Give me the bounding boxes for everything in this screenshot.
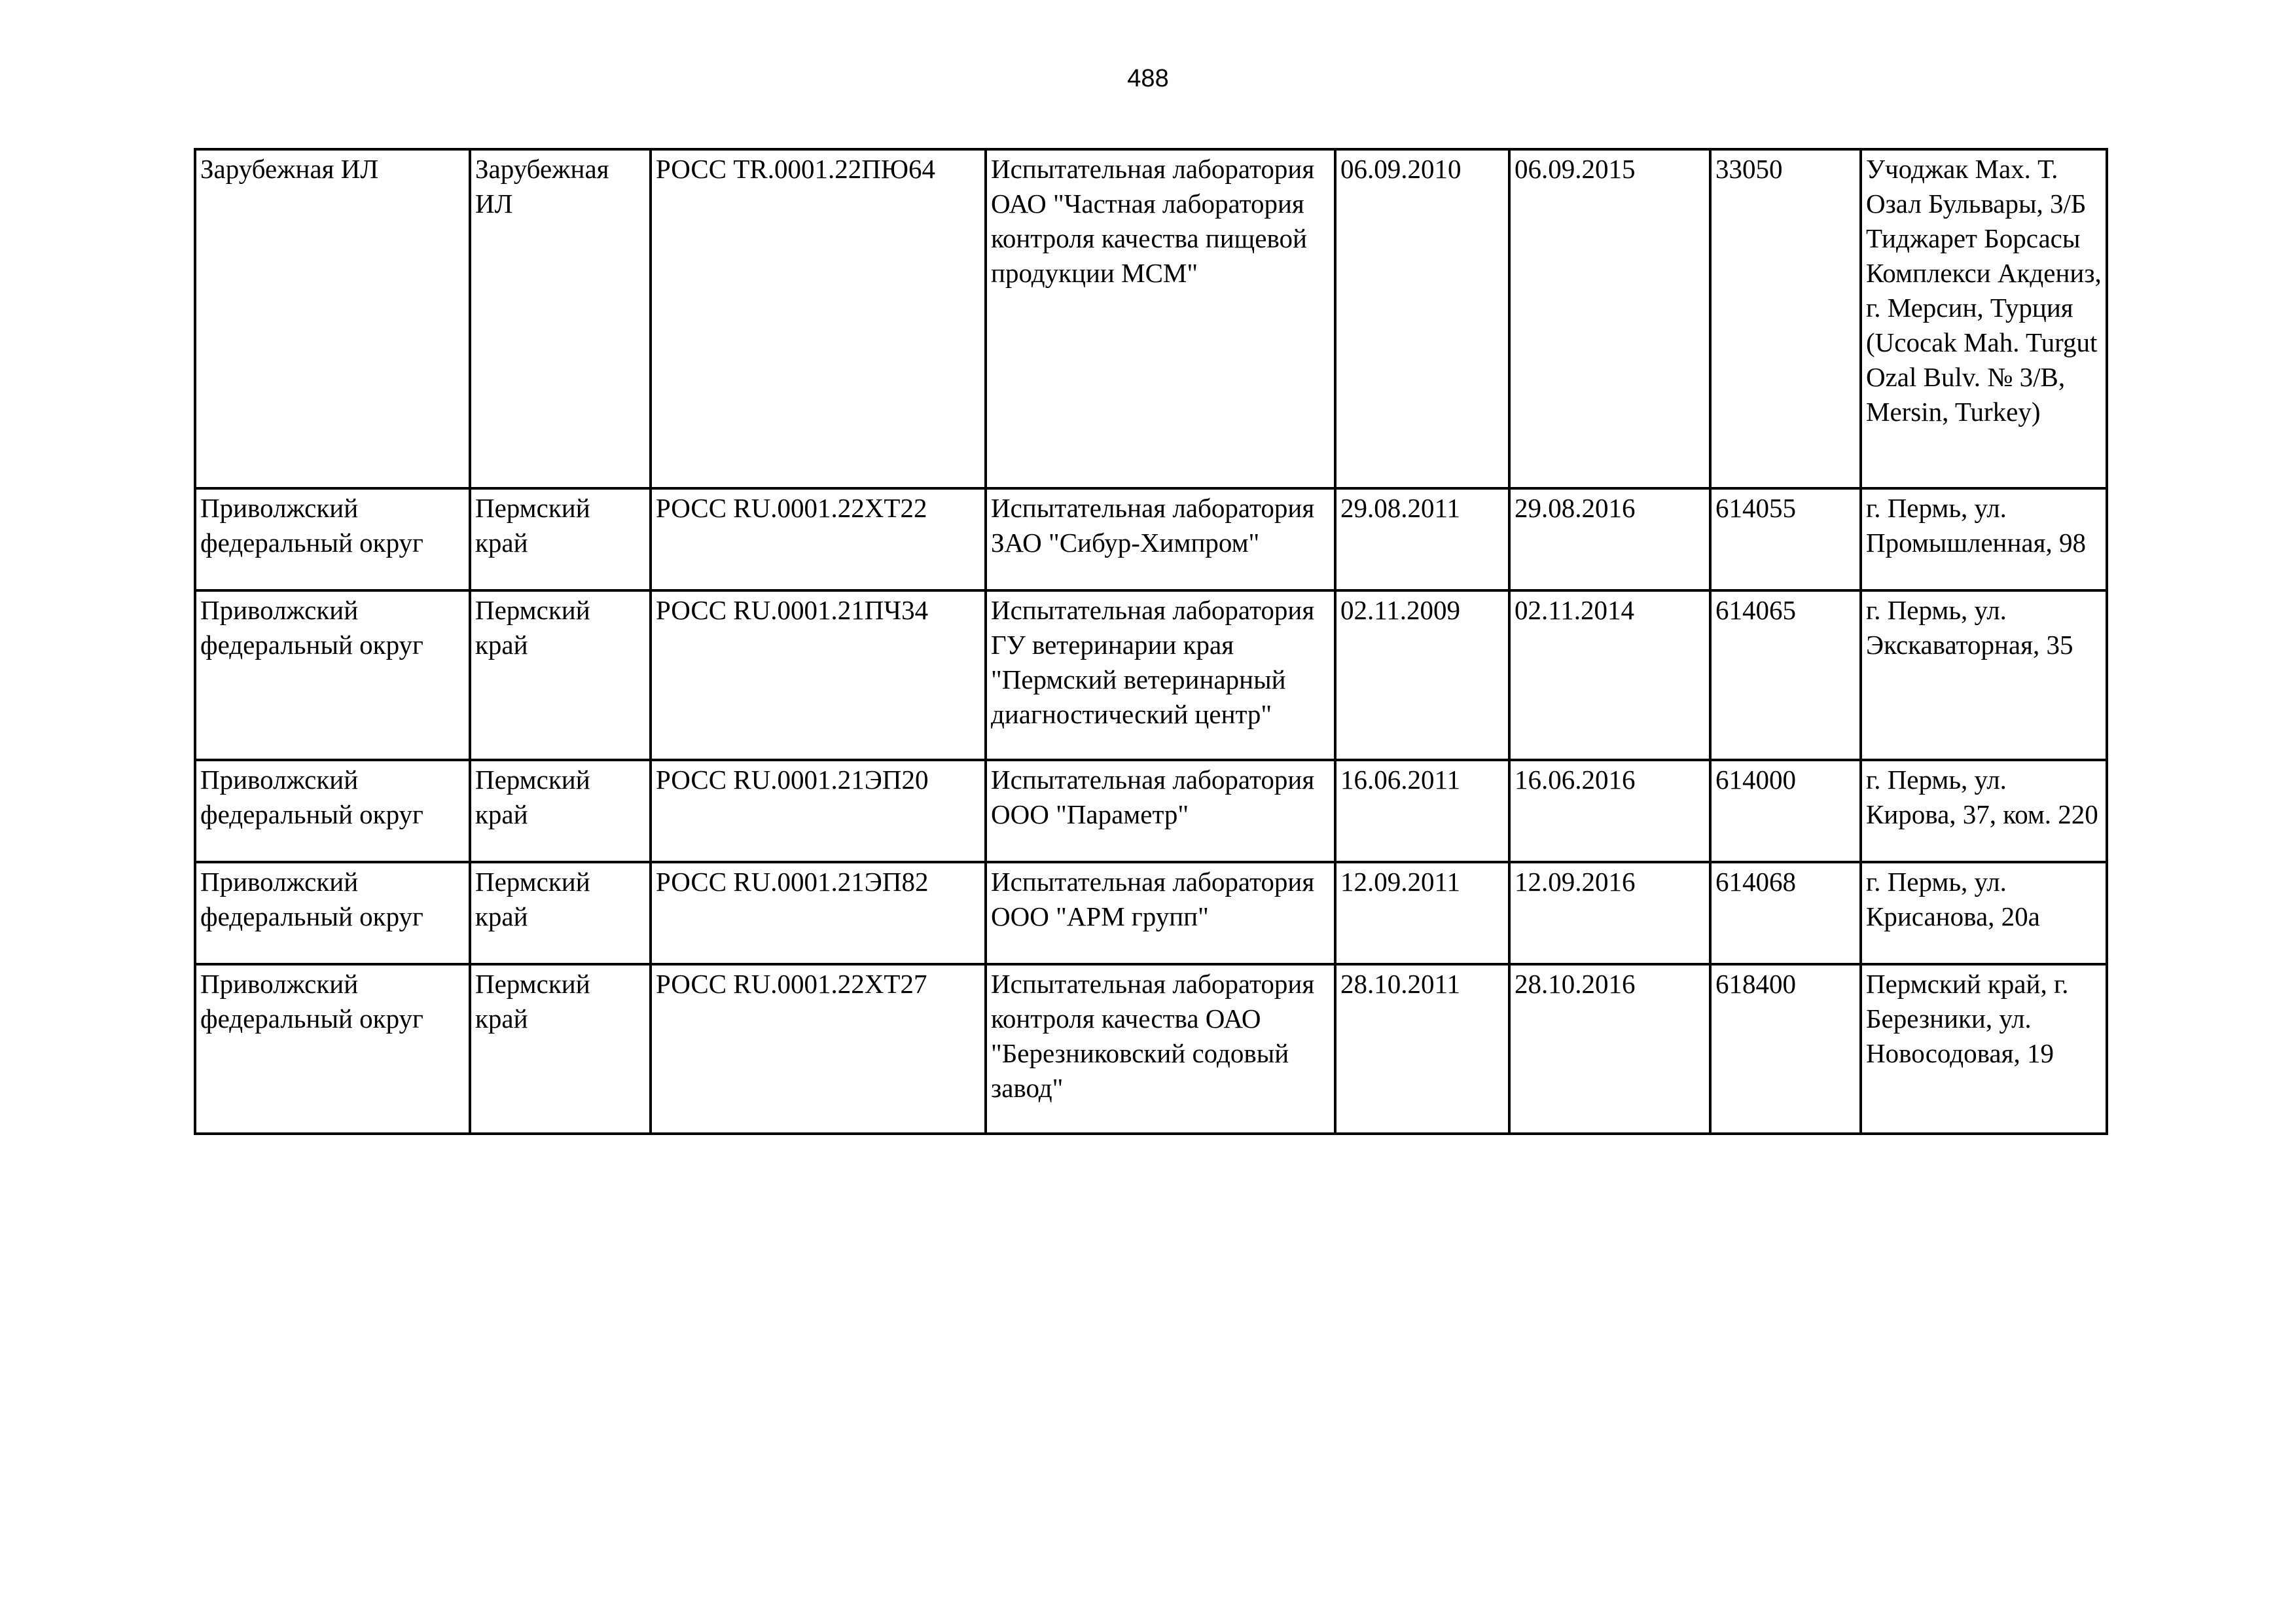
address-cell: Пермский край, г. Березники, ул. Новосодовая, 19 (1861, 964, 2107, 1134)
region-cell: Пермский край (470, 488, 651, 590)
valid-from-cell: 29.08.2011 (1335, 488, 1509, 590)
address-cell: г. Пермь, ул. Кирова, 37, ком. 220 (1861, 760, 2107, 862)
district-cell: Приволжский федеральный округ (195, 862, 470, 964)
region-cell: Пермский край (470, 964, 651, 1134)
laboratory-cell: Испытательная лаборатория ОАО "Частная лаборатория контроля качества пищевой продукции МСМ" (986, 149, 1335, 488)
laboratory-registry-table (194, 148, 2108, 1135)
laboratory-cell: Испытательная лаборатория ООО "Параметр" (986, 760, 1335, 862)
postal-index-cell: 614000 (1710, 760, 1861, 862)
certificate-cell: РОСС RU.0001.22ХТ27 (651, 964, 986, 1134)
certificate-cell: РОСС RU.0001.22ХТ22 (651, 488, 986, 590)
valid-from-cell: 02.11.2009 (1335, 590, 1509, 760)
postal-index-cell: 614055 (1710, 488, 1861, 590)
postal-index-cell: 614068 (1710, 862, 1861, 964)
district-cell: Приволжский федеральный округ (195, 964, 470, 1134)
valid-from-cell: 12.09.2011 (1335, 862, 1509, 964)
table-row (195, 590, 2107, 760)
region-cell: Пермский край (470, 760, 651, 862)
valid-from-cell: 06.09.2010 (1335, 149, 1509, 488)
laboratory-cell: Испытательная лаборатория ГУ ветеринарии края "Пермский ветеринарный диагностический центр" (986, 590, 1335, 760)
address-cell: г. Пермь, ул. Промышленная, 98 (1861, 488, 2107, 590)
valid-from-cell: 28.10.2011 (1335, 964, 1509, 1134)
laboratory-cell: Испытательная лаборатория ООО "АРМ групп" (986, 862, 1335, 964)
certificate-cell: РОСС RU.0001.21ЭП20 (651, 760, 986, 862)
valid-to-cell: 02.11.2014 (1509, 590, 1710, 760)
valid-from-cell: 16.06.2011 (1335, 760, 1509, 862)
region-cell: Пермский край (470, 590, 651, 760)
region-cell: Зарубежная ИЛ (470, 149, 651, 488)
page-number: 488 (1127, 65, 1169, 92)
district-cell: Приволжский федеральный округ (195, 760, 470, 862)
laboratory-cell: Испытательная лаборатория ЗАО "Сибур-Химпром" (986, 488, 1335, 590)
table-row (195, 964, 2107, 1134)
district-cell: Приволжский федеральный округ (195, 488, 470, 590)
postal-index-cell: 33050 (1710, 149, 1861, 488)
table-row (195, 760, 2107, 862)
valid-to-cell: 12.09.2016 (1509, 862, 1710, 964)
certificate-cell: РОСС RU.0001.21ПЧ34 (651, 590, 986, 760)
certificate-cell: РОСС TR.0001.22ПЮ64 (651, 149, 986, 488)
address-cell: Учоджак Мах. Т. Озал Бульвары, 3/Б Тиджарет Борсасы Комплекси Акдениз, г. Мерсин, Турция (Ucocak Mah. Turgut Ozal Bulv. № 3/B, Mersin, Turkey) (1861, 149, 2107, 488)
district-cell: Зарубежная ИЛ (195, 149, 470, 488)
valid-to-cell: 16.06.2016 (1509, 760, 1710, 862)
laboratory-cell: Испытательная лаборатория контроля качества ОАО "Березниковский содовый завод" (986, 964, 1335, 1134)
region-cell: Пермский край (470, 862, 651, 964)
address-cell: г. Пермь, ул. Крисанова, 20а (1861, 862, 2107, 964)
district-cell: Приволжский федеральный округ (195, 590, 470, 760)
address-cell: г. Пермь, ул. Экскаваторная, 35 (1861, 590, 2107, 760)
table-row (195, 488, 2107, 590)
postal-index-cell: 614065 (1710, 590, 1861, 760)
postal-index-cell: 618400 (1710, 964, 1861, 1134)
valid-to-cell: 06.09.2015 (1509, 149, 1710, 488)
valid-to-cell: 29.08.2016 (1509, 488, 1710, 590)
table-row (195, 149, 2107, 488)
table-row (195, 862, 2107, 964)
valid-to-cell: 28.10.2016 (1509, 964, 1710, 1134)
certificate-cell: РОСС RU.0001.21ЭП82 (651, 862, 986, 964)
